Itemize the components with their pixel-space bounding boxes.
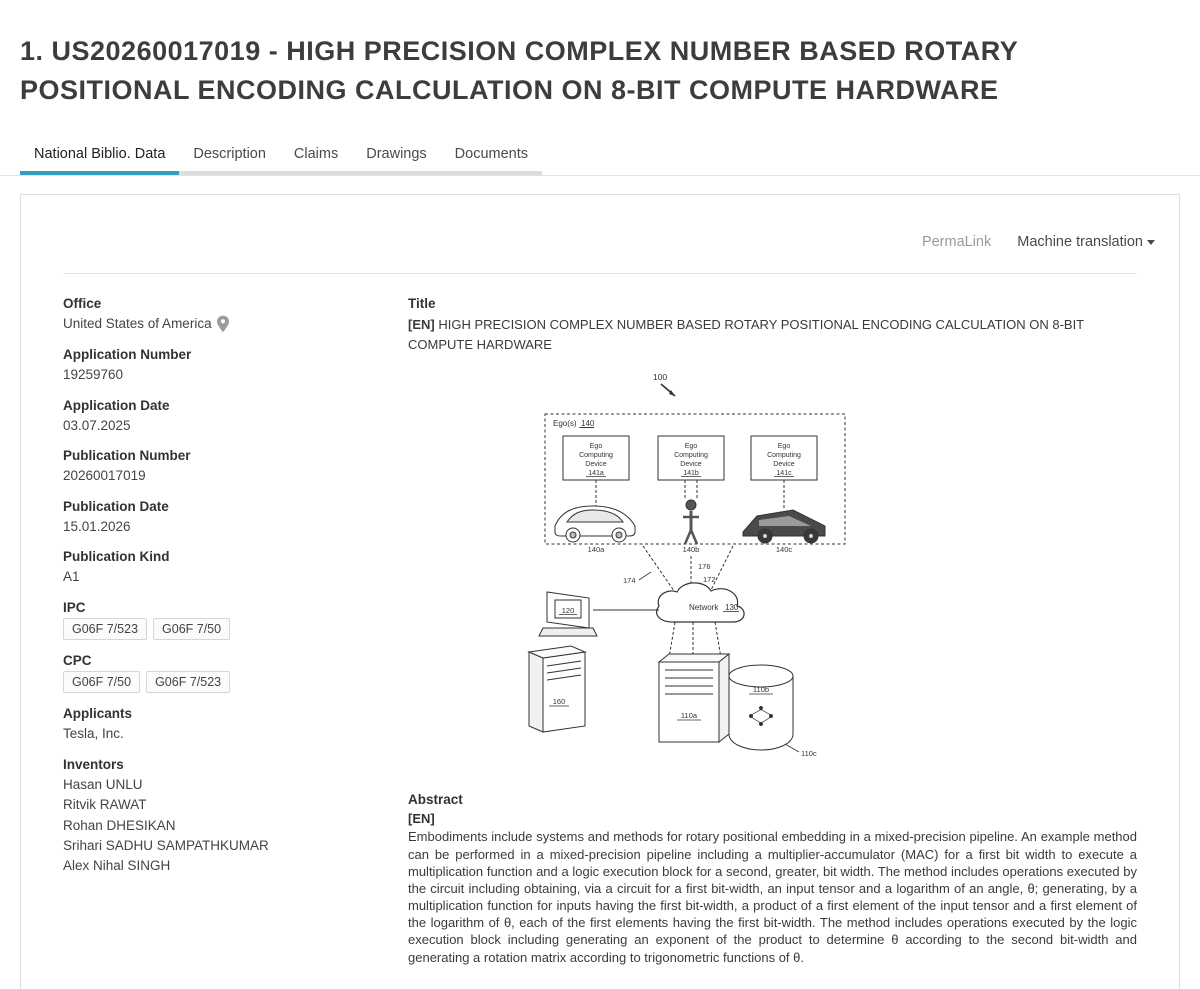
abstract-label: Abstract (408, 792, 463, 808)
ipc-chip[interactable]: G06F 7/523 (63, 618, 147, 640)
application-date-value: 03.07.2025 (63, 417, 131, 433)
field-publication-date (63, 499, 408, 537)
svg-text:110a: 110a (680, 711, 697, 721)
publication-date-label: Publication Date (63, 498, 169, 514)
field-publication-kind (63, 549, 408, 587)
abstract-language-tag: [EN] (408, 811, 435, 827)
publication-kind-value: A1 (63, 569, 80, 585)
title-language-tag: [EN] (408, 317, 435, 333)
inventor-item: Alex Nihal SINGH (63, 858, 171, 874)
application-number-label: Application Number (63, 347, 192, 362)
figure-ref-100: 100 (652, 372, 667, 383)
tab-claims[interactable]: Claims (280, 142, 352, 175)
svg-text:Ego: Ego (684, 443, 697, 451)
chevron-down-icon (1147, 240, 1155, 245)
office-value: United States of America (63, 316, 212, 332)
title-section-label: Title (408, 296, 436, 312)
svg-text:176: 176 (697, 562, 711, 572)
svg-text:110c: 110c (800, 749, 817, 759)
tab-description[interactable]: Description (179, 142, 280, 175)
biblio-body (43, 274, 1157, 965)
application-number-value: 19259760 (63, 367, 124, 382)
inventor-item: Hasan UNLU (63, 777, 143, 793)
ipc-chips (63, 618, 408, 640)
svg-text:Ego(s): Ego(s) (552, 419, 577, 429)
applicants-label: Applicants (63, 705, 133, 721)
svg-text:141a: 141a (587, 470, 604, 478)
title-text: HIGH PRECISION COMPLEX NUMBER BASED ROTARY POSITIONAL ENCODING CALCULATION ON 8-BIT COMPUTE HARDWARE (408, 317, 1084, 352)
svg-text:141c: 141c (775, 470, 792, 478)
page-title: 1. US20260017019 - HIGH PRECISION COMPLEX NUMBER BASED ROTARY POSITIONAL ENCODING CALCULATION ON 8-BIT COMPUTE HARDWARE (20, 36, 1018, 106)
publication-number-value: 20260017019 (63, 468, 146, 484)
cpc-label: CPC (63, 652, 92, 668)
svg-text:140b: 140b (682, 545, 699, 555)
machine-translation-dropdown[interactable] (1017, 234, 1155, 250)
abstract-section (408, 792, 1137, 965)
permalink-button[interactable]: PermaLink (921, 234, 992, 251)
publication-number-label: Publication Number (63, 448, 191, 464)
title-section-value (408, 315, 1137, 354)
tab-documents[interactable]: Documents (441, 142, 542, 175)
inventor-item: Srihari SADHU SAMPATHKUMAR (63, 837, 269, 853)
svg-text:Network: Network (688, 603, 718, 613)
biblio-right-column (408, 296, 1137, 965)
svg-text:120: 120 (561, 606, 574, 616)
field-application-date (63, 398, 408, 436)
field-ipc (63, 600, 408, 640)
svg-text:174: 174 (622, 576, 636, 586)
machine-translation-label: Machine translation (1017, 234, 1143, 251)
svg-text:Computing: Computing (578, 452, 613, 460)
location-pin-icon (216, 315, 230, 333)
svg-text:Computing: Computing (766, 452, 801, 460)
cpc-chip[interactable]: G06F 7/50 (63, 671, 140, 693)
svg-text:Device: Device (772, 461, 795, 469)
card-actions (43, 195, 1157, 263)
svg-text:110b: 110b (752, 685, 769, 695)
field-publication-number (63, 448, 408, 486)
inventor-item: Rohan DHESIKAN (63, 817, 176, 833)
field-applicants (63, 706, 408, 744)
field-office (63, 296, 408, 334)
applicant-item: Tesla, Inc. (63, 725, 124, 741)
publication-date-value: 15.01.2026 (63, 518, 131, 534)
svg-text:130: 130 (724, 603, 738, 613)
svg-text:140c: 140c (775, 545, 792, 555)
figure-svg (493, 370, 1053, 770)
inventor-item: Ritvik RAWAT (63, 797, 147, 813)
biblio-card (20, 194, 1180, 989)
publication-kind-label: Publication Kind (63, 549, 170, 565)
cpc-chip[interactable]: G06F 7/523 (146, 671, 230, 693)
biblio-left-column (63, 296, 408, 965)
application-date-label: Application Date (63, 397, 170, 413)
office-label: Office (63, 296, 102, 312)
svg-text:141b: 141b (682, 470, 699, 478)
cpc-chips (63, 671, 408, 693)
svg-text:Ego: Ego (777, 443, 790, 451)
svg-text:140: 140 (580, 419, 594, 429)
ipc-label: IPC (63, 599, 86, 615)
field-cpc (63, 653, 408, 693)
svg-text:Device: Device (679, 461, 702, 469)
svg-text:Computing: Computing (673, 452, 708, 460)
inventors-label: Inventors (63, 757, 124, 773)
field-inventors (63, 757, 408, 876)
svg-text:172: 172 (702, 575, 716, 585)
svg-text:160: 160 (552, 697, 565, 707)
tab-national-biblio-data[interactable]: National Biblio. Data (20, 142, 179, 175)
svg-text:140a: 140a (587, 545, 604, 555)
abstract-text: Embodiments include systems and methods for rotary positional embedding in a mixed-precision pipeline. An example method can be performed in a mixed-precision pipeline including a multiplier-accumulator (MAC) for a first bit width to execute a multiplication function and a logic execution block for a second, greater, bit width. The method includes operations executed by the circuit including obtaining, via a circuit for a first bit-width, an input tensor and a logarithm of an angle, θ; generating, by a multiplication function for inputs having the first bit-width, a product of a first element of the input tensor and a first element of the logarithm of θ, each of the first elements having the first bit-width. The method includes operations executed by the logic execution block including generating an exponent of the product to determine θ according to the second bit-width and generating a rotation matrix according to trigonometric functions of θ. (408, 829, 1137, 965)
patent-figure (408, 354, 1137, 780)
field-application-number (63, 347, 408, 385)
svg-text:Device: Device (584, 461, 607, 469)
svg-text:Ego: Ego (589, 443, 602, 451)
tab-drawings[interactable]: Drawings (352, 142, 440, 175)
ipc-chip[interactable]: G06F 7/50 (153, 618, 230, 640)
tab-bar (0, 128, 1200, 176)
